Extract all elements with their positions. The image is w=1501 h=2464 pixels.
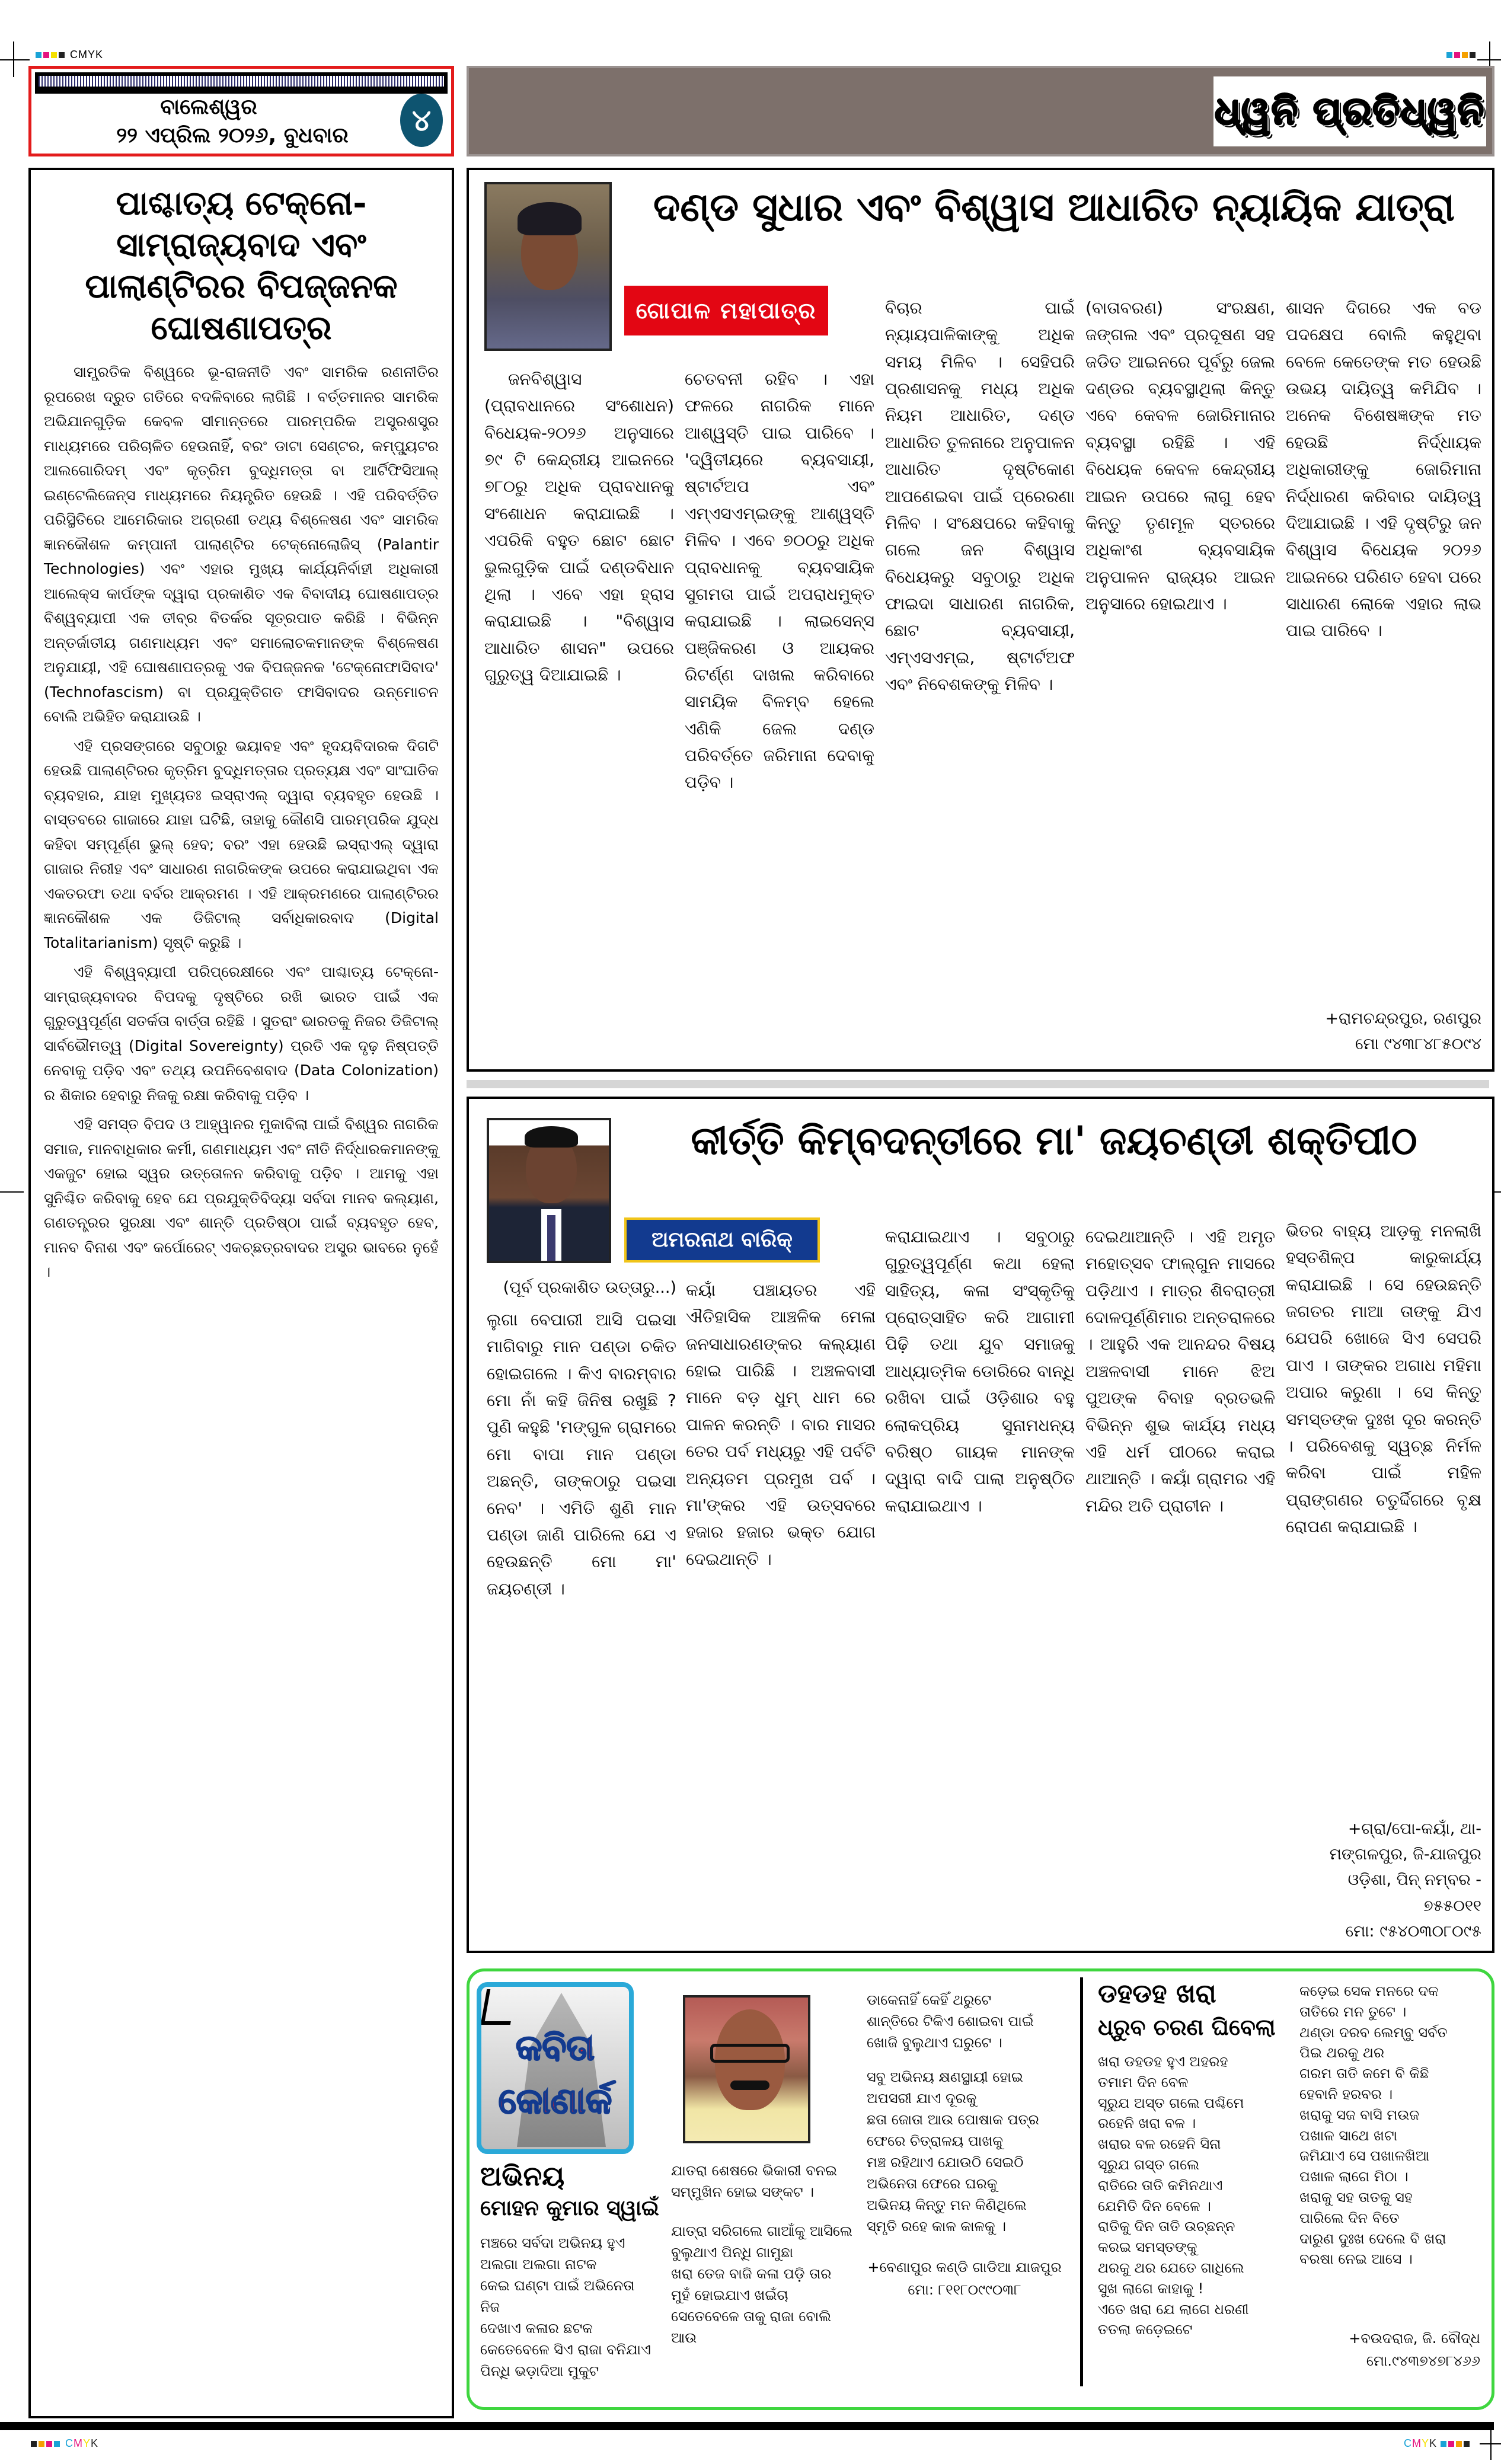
crop-mark-bottom-right-v [1490, 2427, 1492, 2460]
poem-divider [1080, 1977, 1083, 2386]
poem1-stanza-5: ସବୁ ଅଭିନୟ କ୍ଷଣସ୍ଥାୟୀ ହୋଇ ଅପସରୀ ଯାଏ ଦୂରକୁ ଛତା ଜୋତା ଆଉ ପୋଷାକ ପତ୍ର ଫେରେ ଚିତ୍ରାଳୟ ପାଖକୁ ମଞ୍ଚ ରହିଥାଏ ଯୋଉଠି ସେଇଠି ଅଭିନେତା ଫେରେ ଘରକୁ ଅଭିନୟ କିନ୍ତୁ ମନ କିଣିଥିଲେ ସ୍ମୃତି ରହେ କାଳ କାଳକୁ । [867, 2069, 1039, 2235]
kavita-logo-line-2: କୋଣାର୍କ [498, 2081, 612, 2122]
kavita-konark-logo [477, 1982, 634, 2154]
edition-city: ବାଲେଶ୍ୱର [160, 95, 257, 119]
author-photo-amarnath [487, 1118, 611, 1263]
cmyk-mark-bottom-left: CMYK [31, 2437, 98, 2450]
poem1-phone: ମୋ: ୮୧୧୮୦୯୯୦୩୮ [908, 2281, 1021, 2299]
cmyk-mark-top-left: CMYK [36, 49, 103, 61]
left-article-headline: ପାଶ୍ଚାତ୍ୟ ଟେକ୍ନୋ-ସାମ୍ରାଜ୍ୟବାଦ ଏବଂ ପାଲାଣ୍ଟିରର ବିପଜ୍ଜନକ ଘୋଷଣାପତ୍ର [85, 184, 398, 347]
cmyk-mark-top-right [1446, 49, 1477, 61]
article2-col-2: କୟାଁ ପଞ୍ଚାୟତର ଏହି ଐତିହାସିକ ଆଞ୍ଚଳିକ ମେଳା ଜନସାଧାରଣଙ୍କର କଲ୍ୟାଣ ହୋଇ ପାରିଛି । ଅଞ୍ଚଳବାସୀ ମାନେ ବଡ଼ ଧୁମ୍ ଧାମ ରେ ପାଳନ କରନ୍ତି । ବାର ମାସର ତେର ପର୍ବ ମଧ୍ୟରୁ ଏହି ପର୍ବଟି ଅନ୍ୟତମ ପ୍ରମୁଖ ପର୍ବ । ମା'ଙ୍କର ଏହି ଉତ୍ସବରେ ହଜାର ହଜାର ଭକ୍ତ ଯୋଗ ଦେଇଥାନ୍ତି । [686, 1280, 876, 1569]
article1-address: +ରାମଚନ୍ଦ୍ରପୁର, ରଣପୁର [1325, 1009, 1481, 1028]
header-rule [35, 72, 448, 94]
poem1-stanza-4: ଡାକେନାହିଁ କେହିଁ ଥରୁଟେ ଶାନ୍ତିରେ ଟିକିଏ ଶୋଇବା ପାଇଁ ଖୋଜି ବୁଲୁଥାଏ ଘରୁଟେ । [867, 1992, 1034, 2051]
cmyk-mark-bottom-right: CMYK [1404, 2437, 1471, 2450]
page-bottom-bar [0, 2422, 1494, 2430]
article1-col-4: (ବାତାବରଣ) ସଂରକ୍ଷଣ, ଜଙ୍ଗଲ ଏବଂ ପ୍ରଦୂଷଣ ସହ ଜଡିତ ଆଇନରେ ପୂର୍ବରୁ ଜେଲ ଦଣ୍ଡର ବ୍ୟବସ୍ଥାଥିଲା କିନ୍ତୁ ଏବେ କେବଳ ଜୋରିମାନାର ବ୍ୟବସ୍ଥା ରହିଛି । ଏହି ବିଧେୟକ କେବଳ କେନ୍ଦ୍ରୀୟ ଆଇନ ଉପରେ ଲାଗୁ ହେବ କିନ୍ତୁ ତୃଣମୂଳ ସ୍ତରରେ ଅଧିକାଂଶ ବ୍ୟବସାୟିକ ଅନୁପାଳନ ରାଜ୍ୟର ଆଇନ ଅନୁସାରେ ହୋଇଥାଏ । [1085, 298, 1275, 613]
author-photo-gopal [484, 182, 612, 351]
crop-mark-top-left-v [13, 41, 14, 77]
article2-headline: କୀର୍ତ୍ତି କିମ୍ବଦନ୍ତୀରେ ମା' ଜୟଚଣ୍ଡୀ ଶକ୍ତିପୀଠ [691, 1118, 1417, 1164]
masthead-banner [467, 66, 1494, 156]
article2-col-3: କରାଯାଇଥାଏ । ସବୁଠାରୁ ଗୁରୁତ୍ୱପୂର୍ଣ୍ଣ କଥା ହେଲା ସାହିତ୍ୟ, କଳା ସଂସ୍କୃତିକୁ ପ୍ରୋତ୍ସାହିତ କରି ଆଗାମୀ ପିଢ଼ି ତଥା ଯୁବ ସମାଜକୁ ଆଧ୍ୟାତ୍ମିକ ଡୋରିରେ ବାନ୍ଧି ରଖିବା ପାଇଁ ଓଡ଼ିଶାର ବହୁ ଲୋକପ୍ରିୟ ସୁନାମଧନ୍ୟ ବରିଷ୍ଠ ଗାୟକ ମାନଙ୍କ ଦ୍ୱାରା ବାଦି ପାଲା ଅନୁଷ୍ଠିତ କରାଯାଇଥାଏ । [885, 1227, 1075, 1516]
crop-mark-mid-left [0, 1191, 24, 1193]
poem1-stanza-2: ଯାତରା ଶେଷରେ ଭିକାରୀ ବନଇ ସମ୍ମୁଖିନ ହୋଇ ସଙ୍କଟ । [671, 2162, 838, 2200]
left-article-box [28, 168, 454, 2418]
poem2-phone: ମୋ.୯୪୩୭୪୭୮୪୬୬ [1366, 2353, 1480, 2370]
article1-phone: ମୋ ୯୪୩୮୪୮୫୦୯୪ [1355, 1035, 1481, 1054]
article2-address-line: ୭୫୫୦୧୧ [1423, 1896, 1481, 1915]
check-icon [481, 1989, 517, 2025]
poem2-title: ଡହଡହ ଖରା [1098, 1979, 1216, 2009]
left-paragraph: ଏହି ବିଶ୍ୱବ୍ୟାପୀ ପରିପ୍ରେକ୍ଷୀରେ ଏବଂ ପାଶ୍ଚାତ୍ୟ ଟେକ୍ନୋ-ସାମ୍ରାଜ୍ୟବାଦର ବିପଦକୁ ଦୃଷ୍ଟିରେ ରଖି ଭାରତ ପାଇଁ ଏକ ଗୁରୁତ୍ୱପୂର୍ଣ୍ଣ ସତର୍କତା ବାର୍ତ୍ତା ରହିଛି । ସୁତରାଂ ଭାରତକୁ ନିଜର ଡିଜିଟାଲ୍ ସାର୍ବଭୌମତ୍ୱ (Digital Sovereignty) ପ୍ରତି ଏକ ଦୃଢ଼ ନିଷ୍ପତ୍ତି ନେବାକୁ ପଡ଼ିବ ଏବଂ ତଥ୍ୟ ଉପନିବେଶବାଦ (Data Colonization) ର ଶିକାର ହେବାରୁ ନିଜକୁ ରକ୍ଷା କରିବାକୁ ପଡ଼ିବ । [44, 963, 439, 1104]
article1-author: ଗୋପାଳ ମହାପାତ୍ର [635, 297, 817, 324]
poem1-poet: ମୋହନ କୁମାର ସ୍ୱାଇଁ [480, 2196, 659, 2220]
article1-byline [624, 286, 828, 335]
page-header-box [28, 66, 454, 156]
article2-col-5: ଭିତର ବାହ୍ୟ ଆଡ଼କୁ ମନଲାଖି ହସ୍ତଶିଳ୍ପ କାରୁକାର୍ଯ୍ୟ କରାଯାଇଛି । ସେ ହେଉଛନ୍ତି ଜଗତର ମାଆ ତାଙ୍କୁ ଯିଏ ଯେପରି ଖୋଜେ ସିଏ ସେପରି ପାଏ । ତାଙ୍କର ଅଗାଧ ମହିମା ଅପାର କରୁଣା । ସେ କିନ୍ତୁ ସମସ୍ତଙ୍କ ଦୁଃଖ ଦୂର କରନ୍ତି । ପରିବେଶକୁ ସ୍ୱଚ୍ଛ ନିର୍ମଳ କରିବା ପାଇଁ ମହିଳ ପ୍ରାଙ୍ଗଣର ଚତୁର୍ଦ୍ଦିଗରେ ବୃକ୍ଷ ରୋପଣ କରାଯାଇଛି । [1286, 1221, 1481, 1536]
article2-col-4: ଦେଇଥାଆନ୍ତି । ଏହି ଅମୃତ ମହୋତ୍ସବ ଫାଲ୍ଗୁନ ମାସରେ ପଡ଼ିଥାଏ । ମାତ୍ର ଶିବରାତ୍ରୀ ଦୋଳପୂର୍ଣ୍ଣିମାର ଅନ୍ତରାଳରେ । ଆହୁରି ଏକ ଆନନ୍ଦର ବିଷୟ ଅଞ୍ଚଳବାସୀ ମାନେ ଝିଅ ପୁଅଙ୍କ ବିବାହ ବ୍ରତଭଳି ବିଭିନ୍ନ ଶୁଭ କାର୍ଯ୍ୟ ମଧ୍ୟ ଏହି ଧର୍ମ ପୀଠରେ କରାଇ ଥାଆନ୍ତି । କୟାଁ ଗ୍ରାମର ଏହି ମନ୍ଦିର ଅତି ପ୍ରାଚୀନ । [1085, 1227, 1275, 1516]
poem2-address: +ବଉଦରାଜ, ଜି. ବୌଦ୍ଧ [1349, 2330, 1480, 2347]
poet-photo-mohan [683, 1995, 810, 2143]
poem2-stanza-2: କଡ଼େଇ ସେକ ମନରେ ଦକ ତାତିରେ ମନ ତୁଟେ । ଥଣ୍ଡା ଦରବ ଲେମ୍ବୁ ସର୍ବତ ପିଇ ଥରକୁ ଥର ଗରମ ତାତି କମେ ବି କିଛି ହେବାନି ହରବର । ଖରାକୁ ସଜ ବାସି ମଉଜ ପଖାଳ ସାଥେ ଖଟା ଜମିଯାଏ ସେ ପଖାଳଖିଆ ପଖାଳ ଲାଗେ ମିଠା । ଖରାକୁ ସହ ତାତକୁ ସହ ପାରିଲେ ଦିନ ବିତେ ଦାରୁଣ ଦୁଃଖ ଦେଲେ ବି ଖରା ବରଷା ନେଇ ଆସେ । [1299, 1983, 1448, 2268]
article2-signoff [1286, 1816, 1481, 1944]
poem2-signoff [1299, 2327, 1480, 2373]
left-paragraph: ଏହି ସମସ୍ତ ବିପଦ ଓ ଆହ୍ୱାନର ମୁକାବିଲା ପାଇଁ ବିଶ୍ୱର ନାଗରିକ ସମାଜ, ମାନବାଧିକାର କର୍ମୀ, ଗଣମାଧ୍ୟମ ଏବଂ ନୀତି ନିର୍ଦ୍ଧାରକମାନଙ୍କୁ ଏକଜୁଟ ହୋଇ ସ୍ୱର ଉତ୍ତୋଳନ କରିବାକୁ ପଡ଼ିବ । ଆମକୁ ଏହା ସୁନିଶ୍ଚିତ କରିବାକୁ ହେବ ଯେ ପ୍ରଯୁକ୍ତିବିଦ୍ୟା ସର୍ବଦା ମାନବ କଲ୍ୟାଣ, ଗଣତନ୍ତ୍ରର ସୁରକ୍ଷା ଏବଂ ଶାନ୍ତି ପ୍ରତିଷ୍ଠା ପାଇଁ ବ୍ୟବହୃତ ହେବ, ମାନବ ବିନାଶ ଏବଂ କର୍ପୋରେଟ୍ ଏକଚ୍ଛତ୍ରବାଦର ଅସ୍ତ୍ର ଭାବରେ ନୁହେଁ । [44, 1116, 439, 1280]
article1-col-5: ଶାସନ ଦିଗରେ ଏକ ବଡ ପଦକ୍ଷେପ ବୋଲି କହୁଥିବା ବେଳେ କେତେଙ୍କ ମତ ହେଉଛି ଉଭୟ ଦାୟିତ୍ୱ କମିଯିବ । ଅନେକ ବିଶେଷଜ୍ଞଙ୍କ ମତ ହେଉଛି ନିର୍ଦ୍ଧାୟକ ଅଧିକାରୀଙ୍କୁ ଜୋରିମାନା ନିର୍ଦ୍ଧାରଣ କରିବାର ଦାୟିତ୍ୱ ଦିଆଯାଇଛି । ଏହି ଦୃଷ୍ଟିରୁ ଜନ ବିଶ୍ୱାସ ବିଧେୟକ ୨୦୨୬ ଆଇନରେ ପରିଣତ ହେବା ପରେ ସାଧାରଣ ଲୋକେ ଏହାର ଲାଭ ପାଇ ପାରିବେ । [1286, 298, 1481, 641]
newspaper-logo: ଧ୍ୱନି ପ୍ରତିଧ୍ୱନି [1213, 76, 1486, 146]
article2-phone: ମୋ: ୯୫୪୦୩୦୮୦୯୫ [1345, 1922, 1481, 1941]
poem2-poet: ଧ୍ରୁବ ଚରଣ ଘିବେଲା [1098, 2014, 1276, 2040]
article2-author: ଅମରନାଥ ବାରିକ୍ [652, 1228, 793, 1252]
poem1-address: +ବେଣାପୁର କଣ୍ଡି ଗାଡିଆ ଯାଜପୁର [867, 2259, 1062, 2276]
poem1-stanza-1: ମଞ୍ଚରେ ସର୍ବଦା ଅଭିନୟ ହୁଏ ଅଲଗା ଅଲଗା ନାଟକ କେଇ ଘଣ୍ଟା ପାଇଁ ଅଭିନେତା ନିଜ ଦେଖାଏ କଳାର ଛଟକ କେତେବେଳେ ସିଏ ରାଜା ବନିଯାଏ ପିନ୍ଧି ଭଡ଼ାଦିଆ ମୁକୁଟ [480, 2235, 651, 2379]
article2-col-1: ଲୁଗା ବେପାରୀ ଆସି ପଇସା ମାଗିବାରୁ ମାନ ପଣ୍ଡା ଚକିତ ହୋଇଗଲେ । କିଏ ବାରମ୍ବାର ମୋ ନାଁ କହି ଜିନିଷ ରଖୁଛି ? ପୁଣି କହୁଛି 'ମଙ୍ଗୁଳ ଗ୍ରାମରେ ମୋ ବାପା ମାନ ପଣ୍ଡା ଅଛନ୍ତି, ତାଙ୍କଠାରୁ ପଇସା ନେବ' । ଏମିତି ଶୁଣି ମାନ ପଣ୍ଡା ଜାଣି ପାରିଲେ ଯେ ଏ ହେଉଛନ୍ତି ମୋ ମା' ଜୟଚଣ୍ଡୀ । [487, 1310, 676, 1599]
article1-col-1: ଜନବିଶ୍ୱାସ (ପ୍ରାବଧାନରେ ସଂଶୋଧନ) ବିଧେୟକ-୨୦୨୬ ଅନୁସାରେ ୭୯ ଟି କେନ୍ଦ୍ରୀୟ ଆଇନରେ ୭୮୦ରୁ ଅଧିକ ପ୍ରାବଧାନକୁ ସଂଶୋଧନ କରାଯାଇଛି । ଏପରିକି ବହୁତ ଛୋଟ ଛୋଟ ଭୁଲଗୁଡ଼ିକ ପାଇଁ ଦଣ୍ଡବିଧାନ ଥିଲା । ଏବେ ଏହା ହ୍ରାସ କରାଯାଇଛି । "ବିଶ୍ୱାସ ଆଧାରିତ ଶାସନ" ଉପରେ ଗୁରୁତ୍ୱ ଦିଆଯାଇଛି । [484, 369, 674, 685]
article1-signoff [1286, 1006, 1481, 1057]
poem1-signoff [855, 2256, 1074, 2302]
left-paragraph: ସାମ୍ପ୍ରତିକ ବିଶ୍ୱରେ ଭୂ-ରାଜନୀତି ଏବଂ ସାମରିକ ରଣନୀତିର ରୂପରେଖ ଦ୍ରୁତ ଗତିରେ ବଦଳିବାରେ ଲାଗିଛି । ବର୍ତ୍ତମାନର ସାମରିକ ଅଭିଯାନଗୁଡ଼ିକ କେବଳ ସୀମାନ୍ତରେ ପାରମ୍ପରିକ ଅସ୍ତ୍ରଶସ୍ତ୍ର ମାଧ୍ୟମରେ ପରିଚାଳିତ ହେଉନାହିଁ, ବରଂ ଡାଟା ସେଣ୍ଟର, କମ୍ପ୍ୟୁଟର ଆଲଗୋରିଦମ୍ ଏବଂ କୃତ୍ରିମ ବୁଦ୍ଧିମତ୍ତା ବା ଆର୍ଟିଫିସିଆଲ୍ ଇଣ୍ଟେଲିଜେନ୍ସ ମାଧ୍ୟମରେ ନିୟନ୍ତ୍ରିତ ହେଉଛି । ଏହି ପରିବର୍ତ୍ତିତ ପରିସ୍ଥିତିରେ ଆମେରିକାର ଅଗ୍ରଣୀ ତଥ୍ୟ ବିଶ୍ଳେଷଣ ଏବଂ ସାମରିକ ଜ୍ଞାନକୌଶଳ କମ୍ପାନୀ ପାଲାଣ୍ଟିର ଟେକ୍ନୋଲୋଜିସ୍ (Palantir Technologies) ଏବଂ ଏହାର ମୁଖ୍ୟ କାର୍ଯ୍ୟନିର୍ବାହୀ ଅଧିକାରୀ ଆଲେକ୍ସ କାର୍ପଙ୍କ ଦ୍ୱାରା ପ୍ରକାଶିତ ଏକ ବିବାଦୀୟ ଘୋଷଣାପତ୍ର ବିଶ୍ୱବ୍ୟାପୀ ଏକ ତୀବ୍ର ବିତର୍କର ସୂତ୍ରପାତ କରିଛି । ବିଭିନ୍ନ ଅନ୍ତର୍ଜାତୀୟ ଗଣମାଧ୍ୟମ ଏବଂ ସମାଲୋଚକମାନଙ୍କ ବିଶ୍ଳେଷଣ ଅନୁଯାୟୀ, ଏହି ଘୋଷଣାପତ୍ରକୁ ଏକ ବିପଜ୍ଜନକ 'ଟେକ୍ନୋଫାସିବାଦ' (Technofascism) ବା ପ୍ରଯୁକ୍ତିଗତ ଫାସିବାଦର ଉନ୍ମୋଚନ ବୋଲି ଅଭିହିତ କରାଯାଉଛି । [44, 363, 439, 725]
left-article-body [44, 360, 439, 1284]
article2-address-line: ଓଡ଼ିଶା, ପିନ୍ ନମ୍ବର - [1347, 1871, 1481, 1890]
page-number-badge [400, 94, 443, 147]
article1-headline: ଦଣ୍ଡ ସୁଧାର ଏବଂ ବିଶ୍ୱାସ ଆଧାରିତ ନ୍ୟାୟିକ ଯାତ୍ରା [653, 184, 1455, 230]
crop-mark-top-left [0, 59, 30, 60]
kavita-logo-line-1: କବିତା [516, 2027, 595, 2069]
article1-col-2: ଚେତବନୀ ରହିବ । ଏହା ଫଳରେ ନାଗରିକ ମାନେ ଆଶ୍ୱସ୍ତି ପାଇ ପାରିବେ । 'ଦ୍ୱିତୀୟରେ ବ୍ୟବସାୟୀ, ଷ୍ଟାର୍ଟଅପ ଏବଂ ଏମ୍ଏସଏମ୍ଇଙ୍କୁ ଆଶ୍ୱସ୍ତି ମିଳିବ । ଏବେ ୭୦୦ରୁ ଅଧିକ ପ୍ରାବଧାନକୁ ବ୍ୟବସାୟିକ ସୁଗମତା ପାଇଁ ଅପରାଧମୁକ୍ତ କରାଯାଇଛି । ଲାଇସେନ୍ସ ପଞ୍ଜିକରଣ ଓ ଆୟକର ରିଟର୍ଣ୍ଣ ଦାଖଲ କରିବାରେ ସାମୟିକ ବିଳମ୍ବ ହେଲେ ଏଣିକି ଜେଲ ଦଣ୍ଡ ପରିବର୍ତ୍ତେ ଜରିମାନା ଦେବାକୁ ପଡ଼ିବ । [685, 369, 874, 792]
poetry-section-box [467, 1968, 1494, 2410]
article2-byline [624, 1217, 820, 1263]
temple-silhouette-icon [517, 1993, 606, 2147]
article2-box [467, 1097, 1494, 1953]
poem1-stanza-3: ଯାତ୍ରା ସରିଗଲେ ଗାଆଁକୁ ଆସିଲେ ବୁଲୁଥାଏ ପିନ୍ଧି ଗାମୁଛା ଖରା ତେଜ ବାଜି କଳା ପଡ଼ି ତାର ମୁହଁ ହୋଇଯାଏ ଖଇଁଚା ସେତେବେଳେ ତାକୁ ରାଜା ବୋଲି ଆଉ [671, 2223, 852, 2346]
article2-address-line: ମଙ୍ଗଳପୁର, ଜି-ଯାଜପୁର [1329, 1845, 1481, 1864]
page-number: ୪ [411, 103, 432, 138]
article1-box [467, 168, 1494, 1072]
article1-col-3: ବିଚାର ପାଇଁ ନ୍ୟାୟପାଳିକାଙ୍କୁ ଅଧିକ ସମୟ ମିଳିବ । ସେହିପରି ପ୍ରଶାସନକୁ ମଧ୍ୟ ଅଧିକ ନିୟମ ଆଧାରିତ, ଦଣ୍ଡ ଆଧାରିତ ତୁଳନାରେ ଅନୁପାଳନ ଆଧାରିତ ଦୃଷ୍ଟିକୋଣ ଆପଣେଇବା ପାଇଁ ପ୍ରେରଣା ମିଳିବ । ସଂକ୍ଷେପରେ କହିବାକୁ ଗଲେ ଜନ ବିଶ୍ୱାସ ବିଧେୟକରୁ ସବୁଠାରୁ ଅଧିକ ଫାଇଦା ସାଧାରଣ ନାଗରିକ, ଛୋଟ ବ୍ୟବସାୟୀ, ଏମ୍ଏସଏମ୍ଇ, ଷ୍ଟାର୍ଟଅଫ ଏବଂ ନିବେଶକଙ୍କୁ ମିଳିବ । [885, 298, 1075, 695]
poem2-stanza-1: ଖରା ଡହଡହ ହୁଏ ଅହରହ ତମାମ ଦିନ ବେଳ ସୂରୁଯ ଅସ୍ତ ଗଲେ ପଶ୍ଚିମେ ରହେନି ଖରା ବଳ । ଖରାର ବଳ ରହେନି ସିନା ସୂରୁଯ ଗସ୍ତ ଗଲେ ରାତିରେ ତାତି କମିନଥାଏ ଯେମିତି ଦିନ ବେଳେ । ରାତିକୁ ଦିନ ତାତି ଉଚ୍ଛନ୍ନ କରଇ ସମସ୍ତଙ୍କୁ ଥରକୁ ଥର ଯେତେ ଗାଧିଲେ ସୁଖ ଲାଗେ କାହାକୁ ! ଏତେ ଖରା ଯେ ଲାଗେ ଧରଣୀ ତତଲା କଡ଼େଇଟେ [1098, 2053, 1249, 2338]
left-paragraph: ଏହି ପ୍ରସଙ୍ଗରେ ସବୁଠାରୁ ଭୟାବହ ଏବଂ ହୃଦୟବିଦାରକ ଦିଗଟି ହେଉଛି ପାଲାଣ୍ଟିରର କୃତ୍ରିମ ବୁଦ୍ଧିମତ୍ତାର ପ୍ରତ୍ୟକ୍ଷ ଏବଂ ସାଂଘାତିକ ବ୍ୟବହାର, ଯାହା ମୁଖ୍ୟତଃ ଇସ୍ରାଏଲ୍ ଦ୍ୱାରା ବ୍ୟବହୃତ ହେଉଛି । ବାସ୍ତବରେ ଗାଜାରେ ଯାହା ଘଟିଛି, ତାହାକୁ କୌଣସି ପାରମ୍ପରିକ ଯୁଦ୍ଧ କହିବା ସମ୍ପୂର୍ଣ୍ଣ ଭୁଲ୍ ହେବ; ବରଂ ଏହା ହେଉଛି ଇସ୍ରାଏଲ୍ ଦ୍ୱାରା ଗାଜାର ନିରୀହ ଏବଂ ସାଧାରଣ ନାଗରିକଙ୍କ ଉପରେ କରାଯାଇଥିବା ଏକ ଏକତରଫା ତଥା ବର୍ବର ଆକ୍ରମଣ । ଏହି ଆକ୍ରମଣରେ ପାଲାଣ୍ଟିରର ଜ୍ଞାନକୌଶଳ ଏକ ଡିଜିଟାଲ୍ ସର୍ବାଧିକାରବାଦ (Digital Totalitarianism) ସୃଷ୍ଟି କରୁଛି । [44, 737, 439, 951]
article2-address-line: +ଗ୍ରା/ପୋ-କୟାଁ, ଥା- [1347, 1820, 1481, 1838]
poem1-title: ଅଭିନୟ [480, 2160, 565, 2192]
section-divider-strip [467, 1080, 1489, 1088]
article2-continued-note: (ପୂର୍ବ ପ୍ରକାଶିତ ଉତ୍ତାରୁ...) [503, 1279, 676, 1297]
edition-date: ୨୨ ଏପ୍ରିଲ ୨୦୨୬, ବୁଧବାର [116, 123, 349, 148]
